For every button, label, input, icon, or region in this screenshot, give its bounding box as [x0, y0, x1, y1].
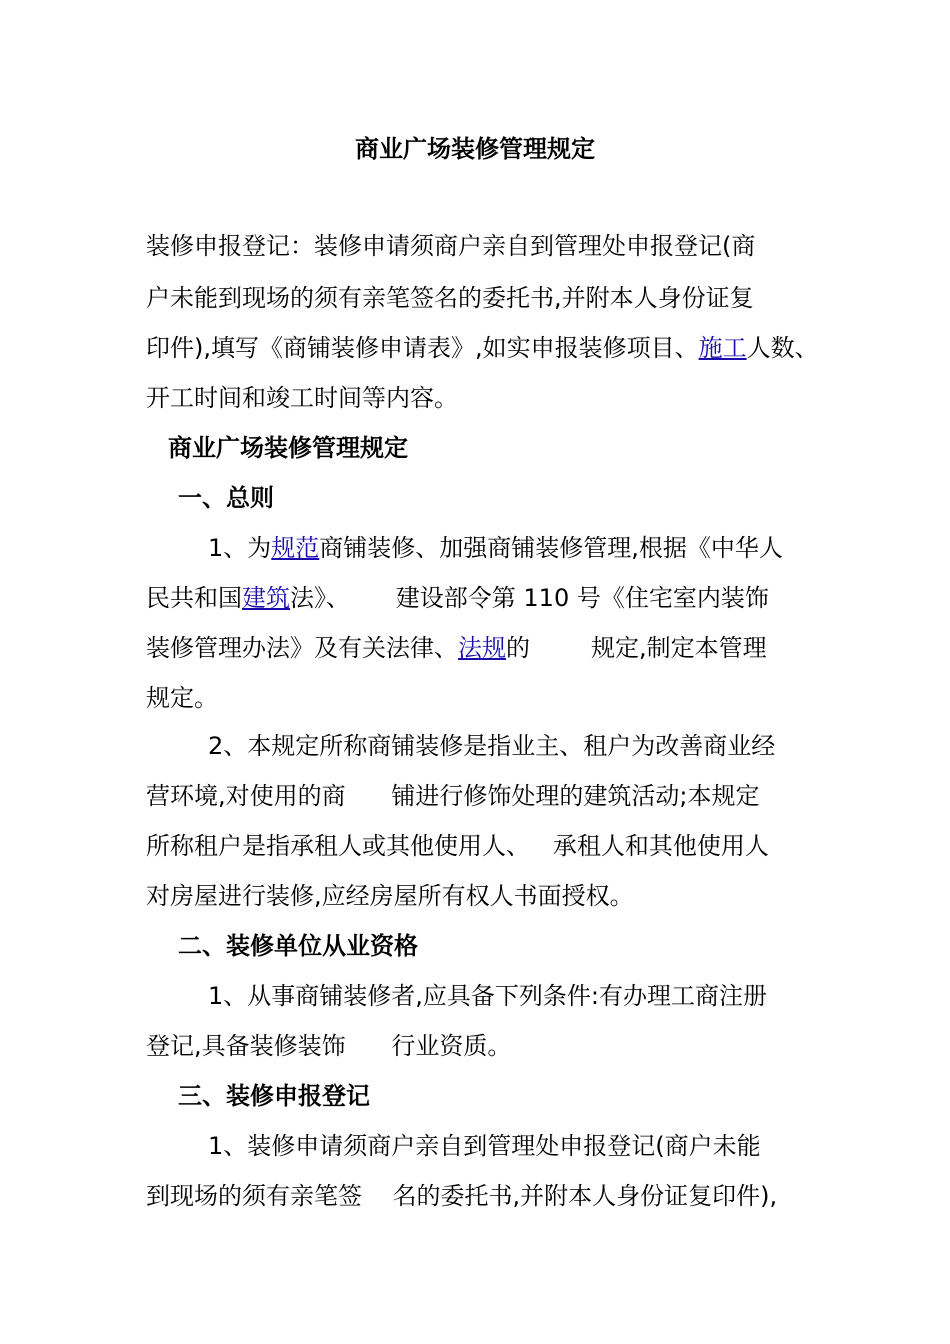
general-item-1-line-2: [146, 580, 769, 616]
general-item-1-line-3: [146, 630, 767, 666]
registration-item-1-line-1: 1、装修申请须商户亲自到管理处申报登记(商户未能: [208, 1132, 761, 1160]
intro-line-3: [146, 330, 819, 366]
general-item-2-line-3: 所称租户是指承租人或其他使用人、 承租人和其他使用人: [146, 832, 769, 860]
link-shigong[interactable]: 施工: [698, 334, 747, 362]
intro-line-1: 装修申报登记：装修申请须商户亲自到管理处申报登记(商: [146, 232, 756, 260]
intro-line-2: 户未能到现场的须有亲笔签名的委托书,并附本人身份证复: [146, 284, 754, 312]
link-jianzhu[interactable]: 建筑: [242, 584, 290, 612]
general-item-1-line-4: 规定。: [146, 684, 218, 712]
link-guifan[interactable]: 规范: [271, 534, 320, 562]
general-item-1-line-2-text-b: 法》、 建设部令第 110 号《住宅室内装饰: [290, 584, 769, 612]
general-item-1-line-1-text-a: 1、为: [208, 534, 272, 562]
general-item-1-line-3-text-a: 装修管理办法》及有关法律、: [146, 634, 458, 662]
general-item-2-line-1: 2、本规定所称商铺装修是指业主、租户为改善商业经: [208, 732, 776, 760]
intro-line-4: 开工时间和竣工时间等内容。: [146, 384, 458, 412]
general-item-1-line-1-text-b: 商铺装修、加强商铺装修管理,根据《中华人: [319, 534, 783, 562]
section-heading-qualification: 二、装修单位从业资格: [178, 932, 418, 960]
qualification-item-1-line-1: 1、从事商铺装修者,应具备下列条件:有办理工商注册: [208, 982, 767, 1010]
qualification-item-1-line-2: 登记,具备装修装饰 行业资质。: [146, 1032, 512, 1060]
document-title: 商业广场装修管理规定: [355, 135, 595, 163]
registration-item-1-line-2: 到现场的须有亲笔签 名的委托书,并附本人身份证复印件),: [146, 1182, 778, 1210]
section-heading-general: 一、总则: [178, 484, 274, 512]
general-item-1-line-1: [208, 530, 783, 566]
intro-line-3-text-a: 印件),填写《商铺装修申请表》,如实申报装修项目、: [146, 334, 699, 362]
general-item-1-line-3-text-b: 的 规定,制定本管理: [506, 634, 767, 662]
main-heading: 商业广场装修管理规定: [168, 434, 408, 462]
intro-line-3-text-b: 人数、: [746, 334, 819, 362]
general-item-1-line-2-text-a: 民共和国: [146, 584, 242, 612]
general-item-2-line-2: 营环境,对使用的商 铺进行修饰处理的建筑活动;本规定: [146, 782, 760, 810]
link-fagui[interactable]: 法规: [458, 634, 506, 662]
general-item-2-line-4: 对房屋进行装修,应经房屋所有权人书面授权。: [146, 882, 634, 910]
section-heading-registration: 三、装修申报登记: [178, 1082, 370, 1110]
